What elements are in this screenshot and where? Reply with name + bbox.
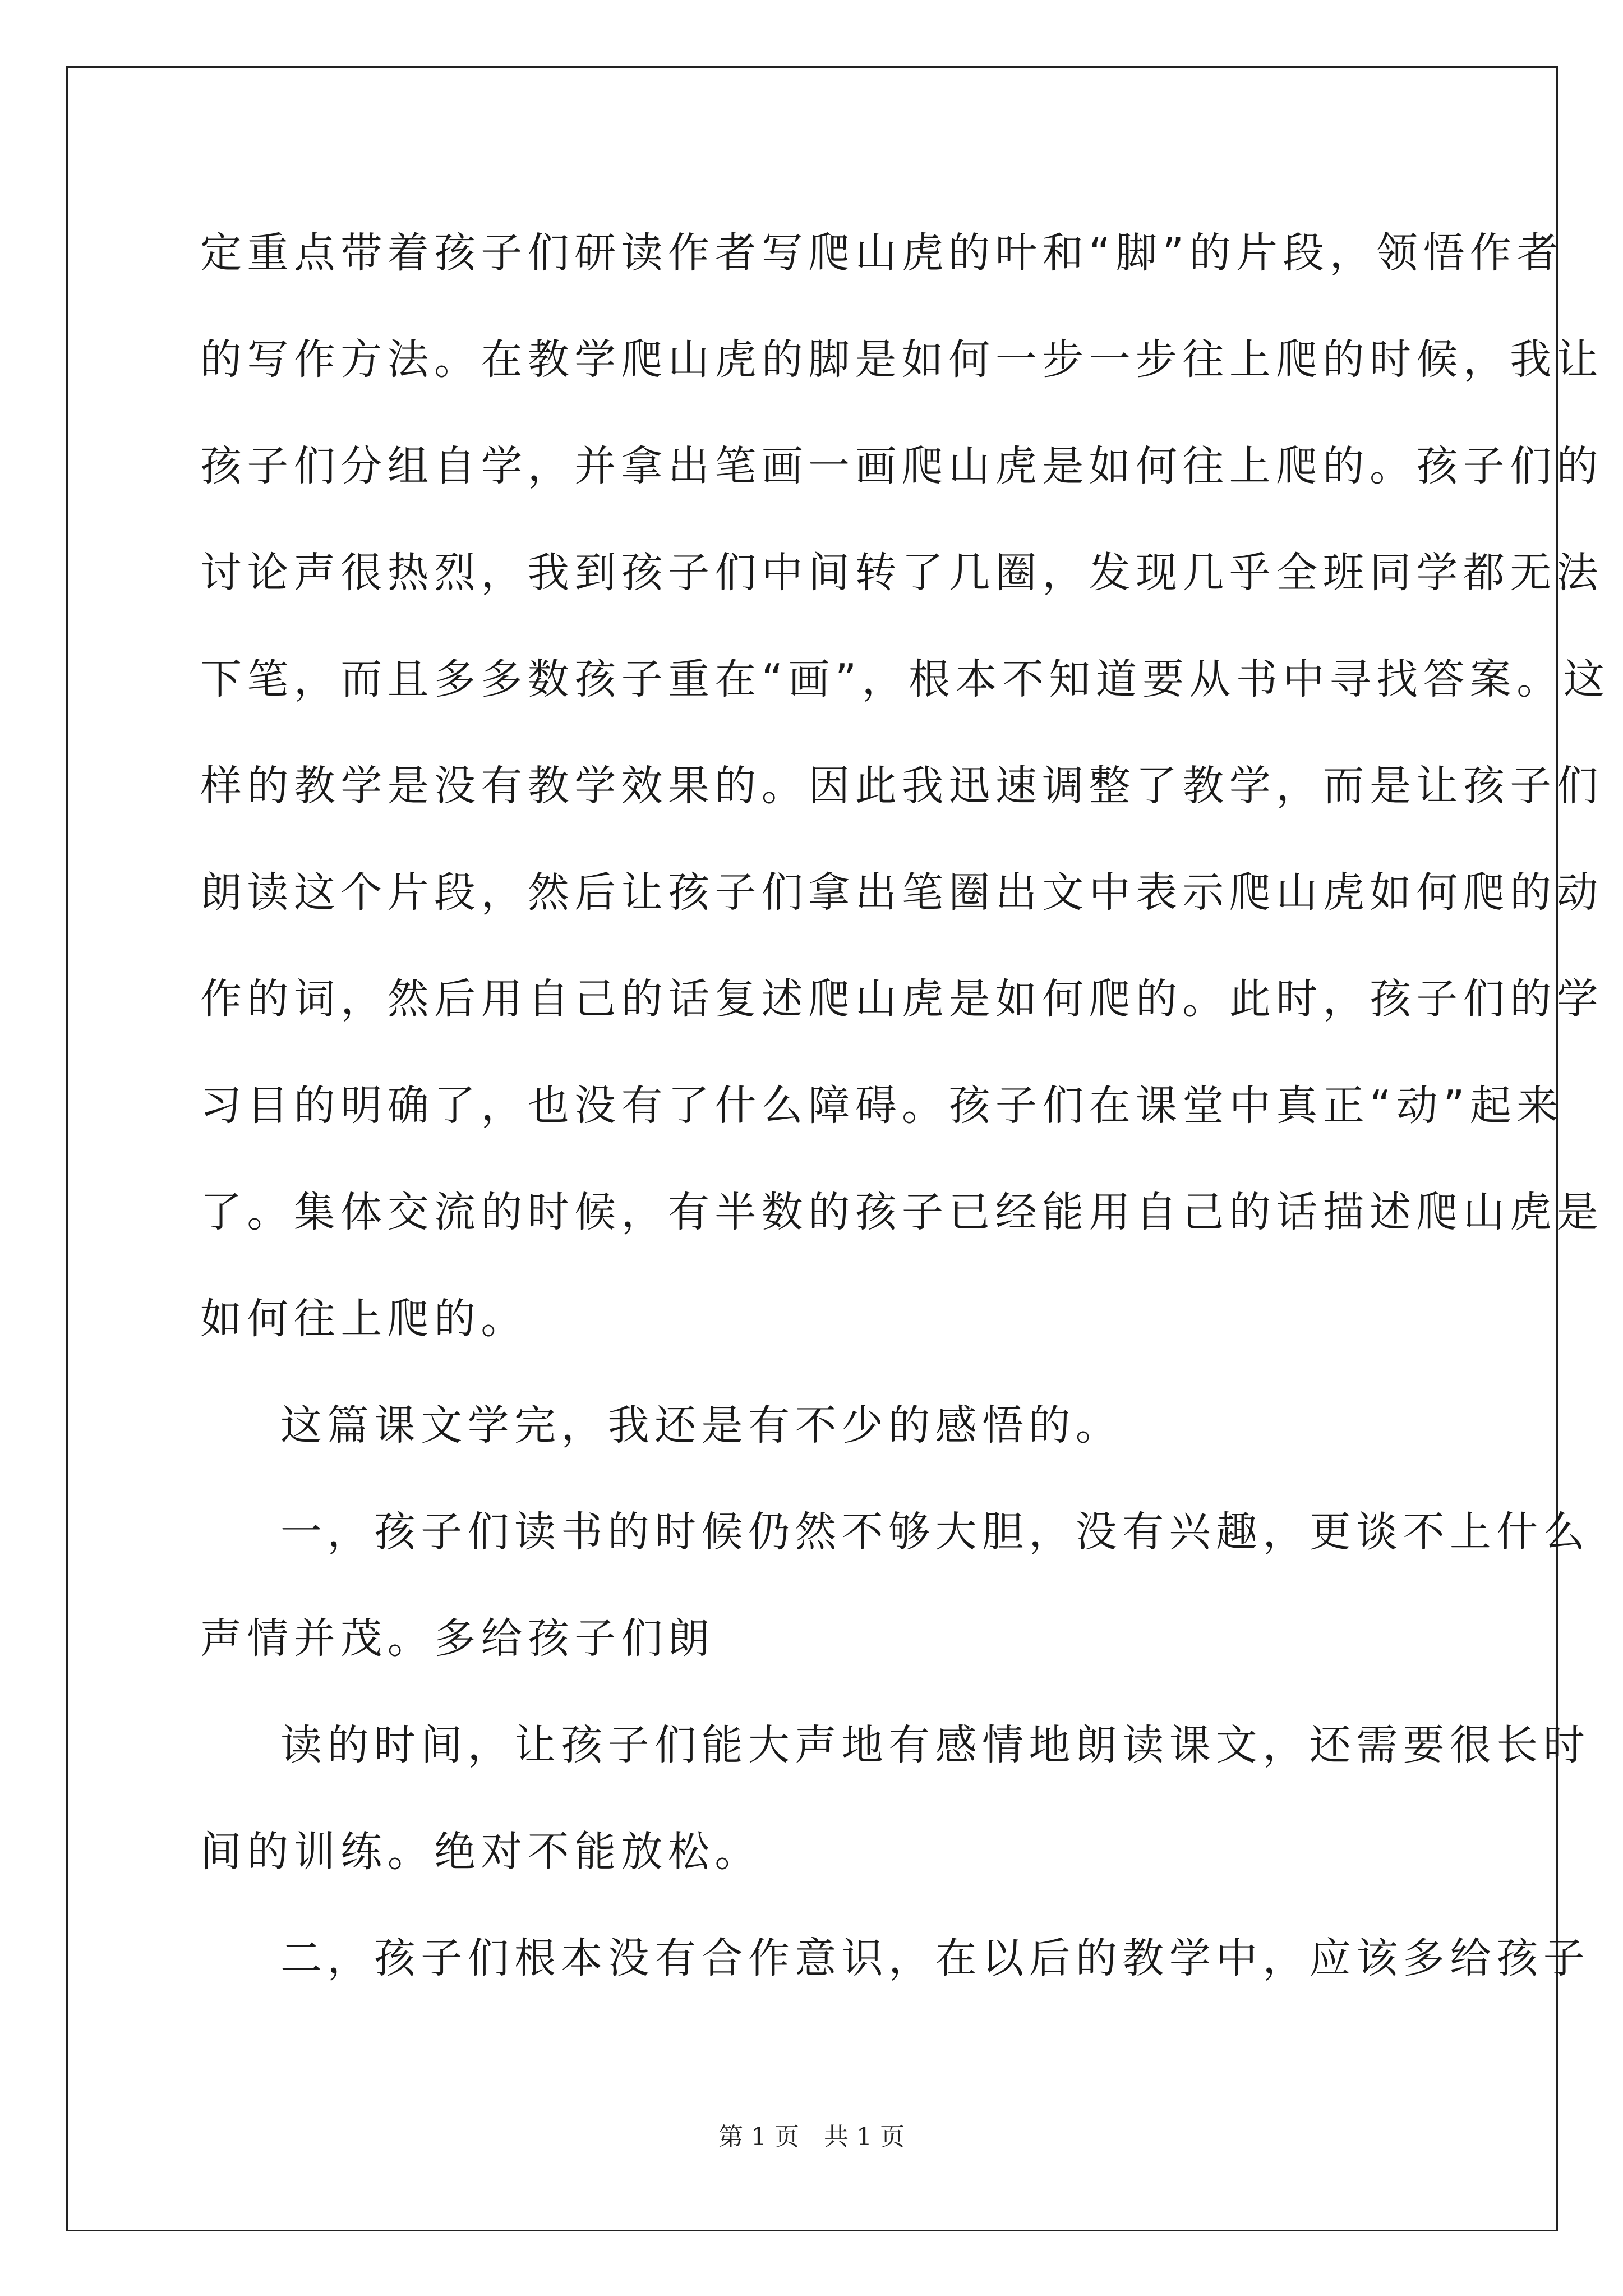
page-border [66, 66, 1558, 2231]
text-line: 间的训练。绝对不能放松。 [200, 1828, 762, 1876]
text-line: 定重点带着孩子们研读作者写爬山虎的叶和“脚”的片段，领悟作者 [200, 229, 1564, 277]
text-line: 样的教学是没有教学效果的。因此我迅速调整了教学，而是让孩子们 [200, 762, 1603, 810]
text-line: 如何往上爬的。 [200, 1295, 528, 1343]
text-line: 作的词，然后用自己的话复述爬山虎是如何爬的。此时，孩子们的学 [200, 975, 1603, 1023]
text-line: 讨论声很热烈，我到孩子们中间转了几圈，发现几乎全班同学都无法 [200, 549, 1603, 597]
text-line: 朗读这个片段，然后让孩子们拿出笔圈出文中表示爬山虎如何爬的动 [200, 868, 1603, 917]
text-line: 了。集体交流的时候，有半数的孩子已经能用自己的话描述爬山虎是 [200, 1188, 1603, 1236]
text-line: 的写作方法。在教学爬山虎的脚是如何一步一步往上爬的时候，我让 [200, 335, 1603, 384]
text-line: 下笔，而且多多数孩子重在“画”，根本不知道要从书中寻找答案。这 [200, 655, 1611, 703]
paragraph-line: 读的时间，让孩子们能大声地有感情地朗读课文，还需要很长时 [280, 1721, 1590, 1769]
paragraph-line: 一，孩子们读书的时候仍然不够大胆，没有兴趣，更谈不上什么 [280, 1508, 1590, 1556]
paragraph-line: 这篇课文学完，我还是有不少的感悟的。 [280, 1401, 1123, 1450]
text-line: 孩子们分组自学，并拿出笔画一画爬山虎是如何往上爬的。孩子们的 [200, 442, 1603, 490]
text-line: 习目的明确了，也没有了什么障碍。孩子们在课堂中真正“动”起来 [200, 1082, 1564, 1130]
paragraph-line: 二，孩子们根本没有合作意识，在以后的教学中，应该多给孩子 [280, 1934, 1590, 1982]
page-footer: 第 1 页 共 1 页 [718, 2123, 905, 2151]
text-line: 声情并茂。多给孩子们朗 [200, 1614, 715, 1663]
